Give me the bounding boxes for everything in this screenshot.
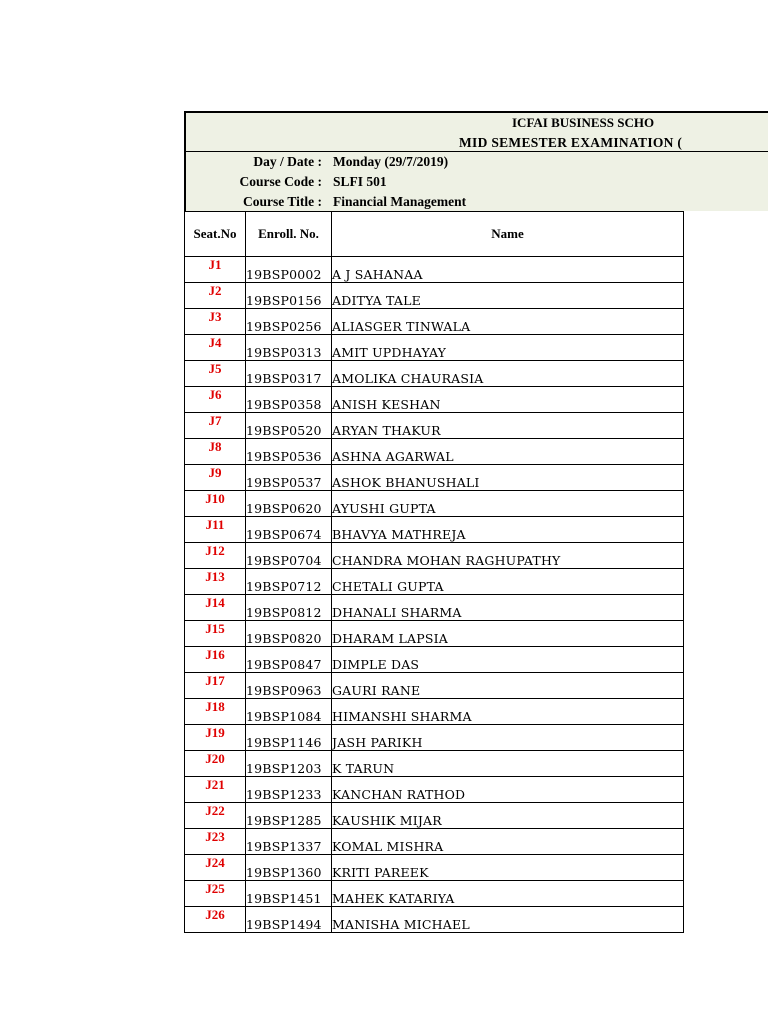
student-name-cell: ARYAN THAKUR (332, 413, 684, 439)
seat-number-cell: J1 (185, 257, 246, 283)
seat-number-cell: J21 (185, 777, 246, 803)
enrollment-number-cell: 19BSP0358 (246, 387, 332, 413)
day-date-label: Day / Date : (253, 154, 322, 169)
seat-number-cell: J19 (185, 725, 246, 751)
header-divider (186, 151, 768, 152)
student-name-cell: KOMAL MISHRA (332, 829, 684, 855)
enrollment-number-cell: 19BSP1494 (246, 907, 332, 933)
exam-title: MID SEMESTER EXAMINATION ( (459, 135, 683, 150)
table-row (185, 777, 684, 803)
student-name-cell: ADITYA TALE (332, 283, 684, 309)
student-table (184, 211, 684, 933)
enrollment-number-cell: 19BSP1084 (246, 699, 332, 725)
student-name-cell: MANISHA MICHAEL (332, 907, 684, 933)
seat-number-cell: J3 (185, 309, 246, 335)
table-row (185, 751, 684, 777)
seat-number-cell: J4 (185, 335, 246, 361)
seat-number-cell: J11 (185, 517, 246, 543)
student-name-cell: AYUSHI GUPTA (332, 491, 684, 517)
seat-number-cell: J9 (185, 465, 246, 491)
enrollment-number-cell: 19BSP0963 (246, 673, 332, 699)
seat-number-cell: J26 (185, 907, 246, 933)
enrollment-number-cell: 19BSP0256 (246, 309, 332, 335)
student-name-cell: KRITI PAREEK (332, 855, 684, 881)
enrollment-number-cell: 19BSP0537 (246, 465, 332, 491)
seat-number-cell: J15 (185, 621, 246, 647)
seat-number-cell: J12 (185, 543, 246, 569)
enrollment-number-cell: 19BSP1233 (246, 777, 332, 803)
enrollment-number-cell: 19BSP0620 (246, 491, 332, 517)
table-row (185, 829, 684, 855)
course-code-value: SLFI 501 (333, 174, 387, 189)
school-name: ICFAI BUSINESS SCHO (512, 115, 655, 130)
student-name-cell: JASH PARIKH (332, 725, 684, 751)
enrollment-number-cell: 19BSP0520 (246, 413, 332, 439)
enrollment-number-cell: 19BSP1285 (246, 803, 332, 829)
student-name-cell: KAUSHIK MIJAR (332, 803, 684, 829)
table-row (185, 881, 684, 907)
table-header-row (185, 212, 684, 257)
student-name-cell: ANISH KESHAN (332, 387, 684, 413)
table-row (185, 387, 684, 413)
enrollment-number-cell: 19BSP0536 (246, 439, 332, 465)
table-row (185, 803, 684, 829)
seat-number-cell: J22 (185, 803, 246, 829)
table-row (185, 465, 684, 491)
table-row (185, 413, 684, 439)
seat-number-cell: J23 (185, 829, 246, 855)
enrollment-number-cell: 19BSP0812 (246, 595, 332, 621)
table-row (185, 647, 684, 673)
course-title-value: Financial Management (333, 194, 467, 209)
sheet-header (184, 111, 768, 211)
seat-number-cell: J13 (185, 569, 246, 595)
enrollment-number-cell: 19BSP1337 (246, 829, 332, 855)
course-code-label: Course Code : (239, 174, 322, 189)
student-name-cell: ALIASGER TINWALA (332, 309, 684, 335)
student-name-cell: KANCHAN RATHOD (332, 777, 684, 803)
student-name-cell: AMIT UPDHAYAY (332, 335, 684, 361)
attendance-sheet (184, 111, 768, 933)
table-row (185, 855, 684, 881)
table-row (185, 517, 684, 543)
table-row (185, 491, 684, 517)
table-row (185, 569, 684, 595)
table-row (185, 309, 684, 335)
enrollment-number-cell: 19BSP1360 (246, 855, 332, 881)
table-row (185, 621, 684, 647)
day-date-value: Monday (29/7/2019) (333, 154, 449, 169)
student-name-cell: DHANALI SHARMA (332, 595, 684, 621)
enrollment-number-cell: 19BSP0156 (246, 283, 332, 309)
seat-number-cell: J18 (185, 699, 246, 725)
student-name-cell: ASHNA AGARWAL (332, 439, 684, 465)
seat-number-cell: J2 (185, 283, 246, 309)
seat-number-cell: J25 (185, 881, 246, 907)
table-row (185, 361, 684, 387)
seat-number-cell: J6 (185, 387, 246, 413)
enrollment-number-cell: 19BSP0712 (246, 569, 332, 595)
enrollment-number-cell: 19BSP0704 (246, 543, 332, 569)
seat-number-cell: J24 (185, 855, 246, 881)
table-row (185, 595, 684, 621)
student-name-cell: A J SAHANAA (332, 257, 684, 283)
seat-number-cell: J5 (185, 361, 246, 387)
enrollment-number-cell: 19BSP0317 (246, 361, 332, 387)
enrollment-number-cell: 19BSP0820 (246, 621, 332, 647)
seat-number-cell: J14 (185, 595, 246, 621)
seat-number-cell: J16 (185, 647, 246, 673)
course-title-label: Course Title : (243, 194, 322, 209)
student-name-cell: BHAVYA MATHREJA (332, 517, 684, 543)
seat-number-cell: J8 (185, 439, 246, 465)
seat-number-cell: J20 (185, 751, 246, 777)
enrollment-number-cell: 19BSP0674 (246, 517, 332, 543)
student-name-cell: CHETALI GUPTA (332, 569, 684, 595)
table-row (185, 543, 684, 569)
table-row (185, 335, 684, 361)
student-name-cell: ASHOK BHANUSHALI (332, 465, 684, 491)
enrollment-number-cell: 19BSP1203 (246, 751, 332, 777)
seat-number-cell: J10 (185, 491, 246, 517)
enrollment-number-cell: 19BSP0847 (246, 647, 332, 673)
student-name-cell: CHANDRA MOHAN RAGHUPATHY (332, 543, 684, 569)
table-row (185, 699, 684, 725)
table-row (185, 257, 684, 283)
student-name-cell: GAURI RANE (332, 673, 684, 699)
student-name-cell: HIMANSHI SHARMA (332, 699, 684, 725)
table-row (185, 907, 684, 933)
name-header: Name (332, 212, 684, 257)
table-body (185, 257, 684, 933)
student-name-cell: DHARAM LAPSIA (332, 621, 684, 647)
table-row (185, 439, 684, 465)
student-name-cell: AMOLIKA CHAURASIA (332, 361, 684, 387)
enrollment-number-cell: 19BSP1146 (246, 725, 332, 751)
student-name-cell: K TARUN (332, 751, 684, 777)
table-row (185, 725, 684, 751)
enrollment-number-cell: 19BSP0313 (246, 335, 332, 361)
enrollment-number-cell: 19BSP1451 (246, 881, 332, 907)
seat-number-cell: J7 (185, 413, 246, 439)
student-name-cell: MAHEK KATARIYA (332, 881, 684, 907)
table-row (185, 673, 684, 699)
table-row (185, 283, 684, 309)
enroll-no-header: Enroll. No. (246, 212, 332, 257)
enrollment-number-cell: 19BSP0002 (246, 257, 332, 283)
seat-no-header: Seat.No (185, 212, 246, 257)
student-name-cell: DIMPLE DAS (332, 647, 684, 673)
seat-number-cell: J17 (185, 673, 246, 699)
